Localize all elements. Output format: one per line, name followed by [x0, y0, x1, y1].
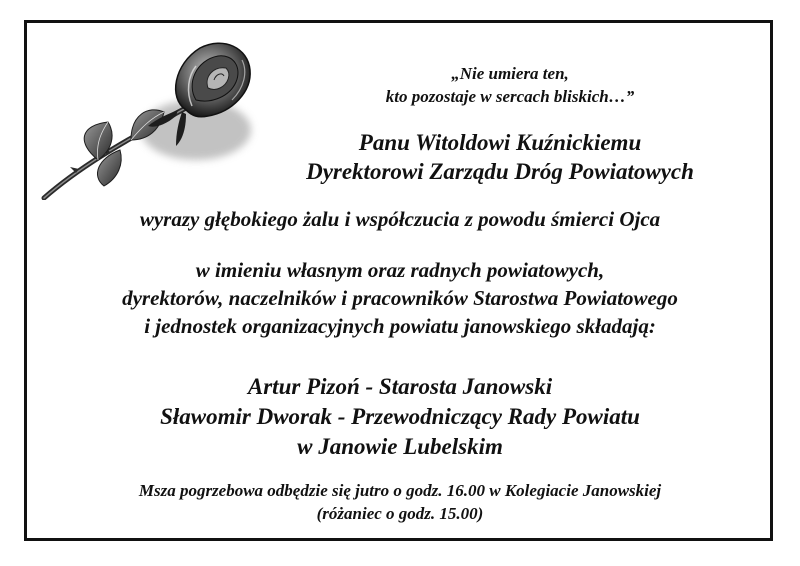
motto-quote — [300, 62, 720, 108]
signer-starosta: Artur Pizoń - Starosta Janowski — [247, 374, 553, 399]
funeral-mass-info — [0, 479, 800, 525]
mass-line-1: Msza pogrzebowa odbędzie się jutro o godz. 16.00 w Kolegiacie Janowskiej — [138, 481, 662, 500]
recipient-block — [190, 128, 800, 186]
condolence-text: wyrazy głębokiego żalu i współczucia z powodu śmierci Ojca — [139, 207, 661, 231]
senders-line-2: dyrektorów, naczelników i pracowników Starostwa Powiatowego — [122, 286, 678, 310]
signer-location: w Janowie Lubelskim — [297, 434, 503, 459]
signers-block — [0, 372, 800, 462]
senders-block — [0, 256, 800, 340]
senders-line-1: w imieniu własnym oraz radnych powiatowych, — [195, 258, 605, 282]
mass-line-2: (różaniec o godz. 15.00) — [316, 504, 484, 523]
senders-line-3: i jednostek organizacyjnych powiatu janowskiego składają: — [144, 314, 656, 338]
recipient-title: Dyrektorowi Zarządu Dróg Powiatowych — [306, 159, 694, 184]
motto-line-1: „Nie umiera ten, — [451, 64, 569, 83]
motto-line-2: kto pozostaje w sercach bliskich…” — [385, 87, 635, 106]
signer-przewodniczacy: Sławomir Dworak - Przewodniczący Rady Powiatu — [160, 404, 640, 429]
recipient-name: Panu Witoldowi Kuźnickiemu — [358, 130, 642, 155]
